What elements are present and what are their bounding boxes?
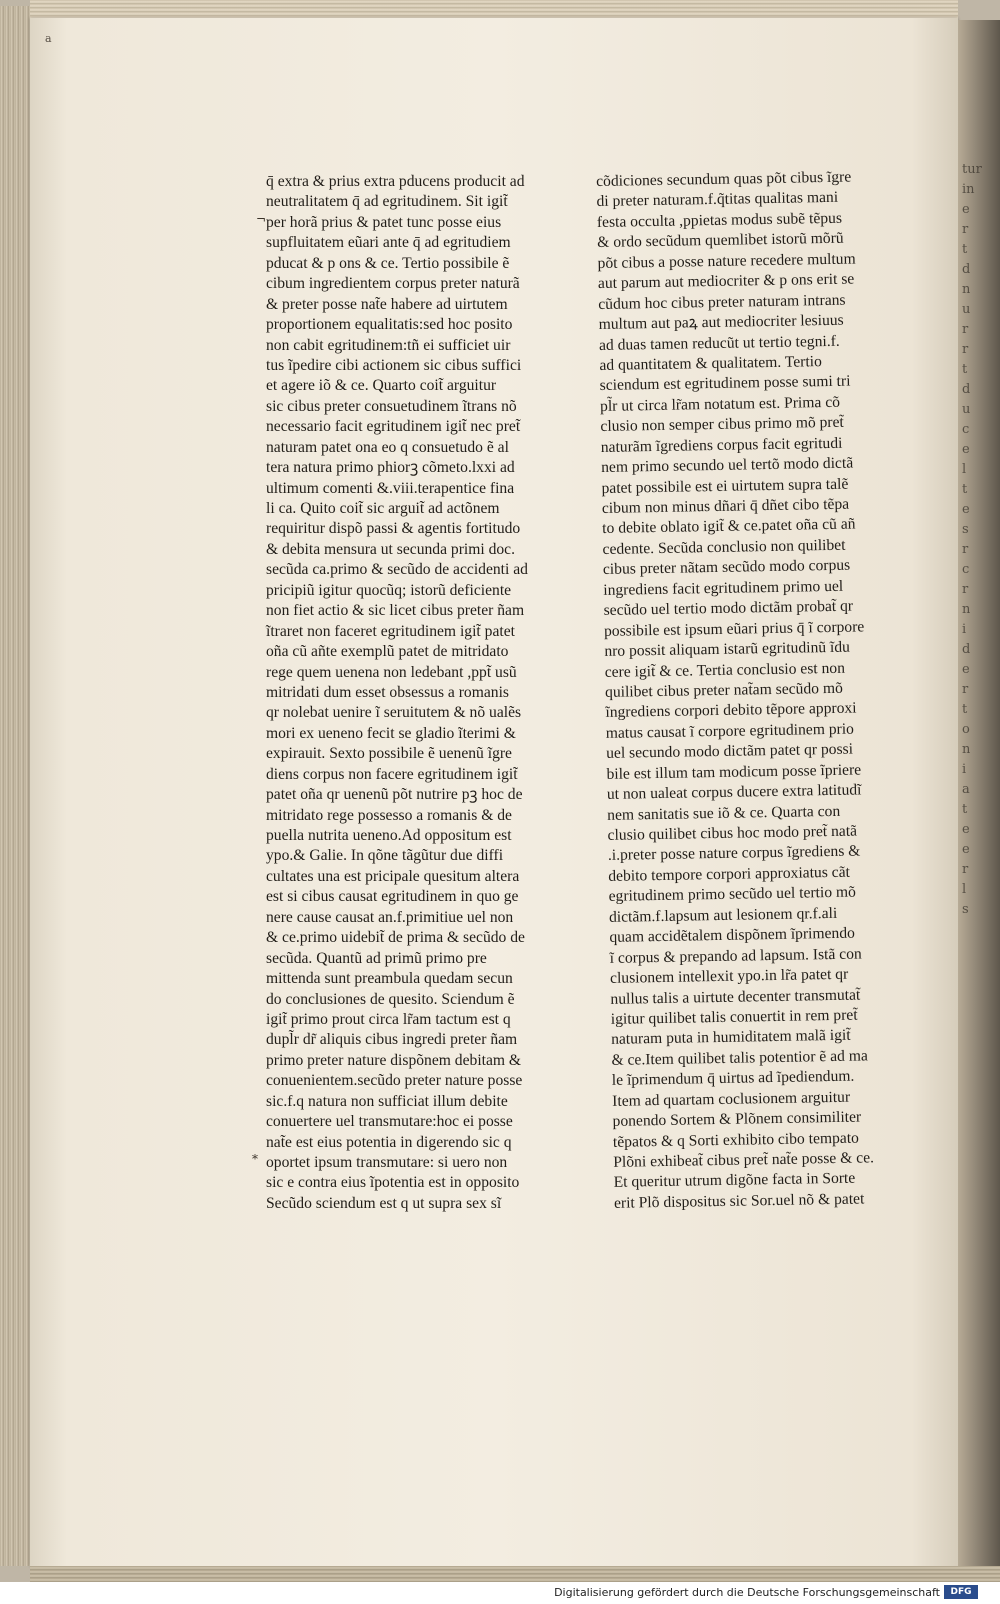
text-line: nem primo secundo uel tertõ modo dictã xyxy=(601,454,854,477)
text-line: dictãm.f.lapsum aut lesionem qr.f.ali xyxy=(608,904,838,926)
text-line: le ĩprimendum q̄ uirtus ad ĩpediendum. xyxy=(611,1067,855,1090)
text-line: necessario facit egritudinem igit̃ nec pret̃ xyxy=(266,418,521,436)
text-line: sic e contra eius ĩpotentia est in opposito xyxy=(266,1174,520,1192)
text-line: & preter posse nat̃e habere ad uirtutem xyxy=(266,295,508,313)
text-line: ad duas tamen reducũt ut tertio tegni.f. xyxy=(598,332,840,354)
text-line: naturam patet ona eo q consuetudo ẽ al xyxy=(266,438,509,456)
dfg-logo: DFG xyxy=(944,1585,978,1599)
text-line: debito tempore corpori approxiatus cãt xyxy=(608,863,851,885)
facing-page-bleed-text: tur in e r t d n u r r t d u c e l t e s r c r n i d e r t o n i a t e e r l s xyxy=(962,162,982,917)
text-line: ypo.& Galie. In qõne tãgũtur due diffi xyxy=(266,847,504,865)
text-line: multum aut paꝝ aut mediocriter lesiuus xyxy=(598,311,844,334)
text-line: cere igit̃ & ce. Tertia conclusio est non xyxy=(604,659,846,681)
text-line: secũda. Quantũ ad primũ primo pre xyxy=(266,949,487,967)
left-text-column xyxy=(266,172,556,1214)
text-line: cedente. Secũda conclusio non quilibet xyxy=(602,536,846,558)
text-line: naturãm ĩgrediens corpus facit egritudi xyxy=(600,434,843,456)
text-line: & debita mensura ut secunda primi doc. xyxy=(266,540,515,558)
text-line: mittenda sunt preambula quedam secun xyxy=(266,970,513,988)
footer-credit: Digitalisierung gefördert durch die Deutsche Forschungsgemeinschaft xyxy=(554,1586,940,1599)
text-line: aut parum aut mediocriter & p ons erit se xyxy=(597,270,855,293)
text-line: supfluitatem eũari ante q̄ ad egritudiem xyxy=(266,234,511,252)
text-line: mori ex ueneno fecit se gladio ĩterimi & xyxy=(266,724,516,742)
text-line: Secũdo sciendum est q ut supra sex sĩ xyxy=(266,1194,502,1212)
text-line: secũda ca.primo & secũdo de accidenti ad xyxy=(266,561,528,579)
text-line: nat̃e est eius potentia in digerendo sic q xyxy=(266,1133,512,1151)
text-line: ponendo Sortem & Plõnem consimiliter xyxy=(612,1108,862,1130)
text-line: est si cibus causat egritudinem in quo ge xyxy=(266,888,519,906)
text-line: possibile est ipsum eũari prius q̄ ĩ corpore xyxy=(603,618,865,640)
margin-note: ¬ xyxy=(256,212,267,226)
text-line: ut non ualeat corpus ducere extra latitudĩ xyxy=(606,781,862,804)
text-line: matus causat ĩ corpore egritudinem prio xyxy=(605,720,855,742)
text-line: sciendum est egritudinem posse sumi tri xyxy=(599,372,851,395)
text-line: cõdiciones secundum quas põt cibus ĩgre xyxy=(596,168,852,190)
text-line: erit Plõ dispositus sic Sor.uel nõ & patet xyxy=(613,1190,865,1212)
text-line: nere cause causat an.f.primitiue uel non xyxy=(266,908,514,926)
text-line: ingrediens facit egritudinem primo uel xyxy=(603,577,844,599)
text-line: naturam puta in humiditatem malã igit̃ xyxy=(610,1027,851,1049)
text-line: sic.f.q natura non sufficiat illum debite xyxy=(266,1092,508,1110)
text-line: igit̃ primo prout circa lr̃am tactum est q xyxy=(266,1010,511,1028)
text-line: ĩtraret non faceret egritudinem igit̃ patet xyxy=(266,622,515,640)
text-line: tẽpatos & q Sorti exhibito cibo tempato xyxy=(612,1129,860,1151)
text-line: cũdum hoc cibus preter naturam intrans xyxy=(598,291,846,313)
text-line: cibum non minus dñari q̄ dñet cibo tẽpa xyxy=(601,495,850,517)
text-line: tera natura primo phiorꝫ cõmeto.lxxi ad xyxy=(266,459,515,477)
text-line: ĩngrediens corpori debito tẽpore approxi xyxy=(605,699,857,722)
text-line: to debite oblato igit̃ & ce.patet oña cũ añ xyxy=(602,515,856,538)
text-line: mitridato rege possesso a romanis & de xyxy=(266,806,512,824)
footer-bar xyxy=(0,1582,1000,1604)
text-line: proportionem equalitatis:sed hoc posito xyxy=(266,316,513,334)
text-line: do conclusiones de quesito. Sciendum ẽ xyxy=(266,990,515,1008)
text-line: conuertere uel transmutare:hoc ei posse xyxy=(266,1113,513,1131)
text-line: clusionem intellexit ypo.in lr̃a patet qr xyxy=(609,965,849,987)
text-line: dupl̃r dr̃ aliquis cibus ingredi preter ñam xyxy=(266,1031,518,1049)
page-bottom-edge xyxy=(30,1566,1000,1582)
text-line: pricipiũ igitur quocũq; istorũ deficiente xyxy=(266,581,512,599)
text-line: requiritur dispõ passi & agentis fortitudo xyxy=(266,520,521,538)
text-line: primo preter nature dispõnem debitam & xyxy=(266,1051,522,1069)
text-line: Plõni exhibeat̃ cibus pret̃ nat̃e posse & ce. xyxy=(613,1149,875,1171)
text-line: cultates una est pricipale quesitum altera xyxy=(266,867,520,885)
text-line: patet oña qr uenenũ põt nutrire pꝫ hoc de xyxy=(266,786,523,804)
text-line: secũdo uel tertio modo dictãm probat̃ qr xyxy=(603,597,854,620)
text-line: non cabit egritudinem:tñ ei sufficiet uir xyxy=(266,336,511,354)
text-line: Et queritur utrum digõne facta in Sorte xyxy=(613,1170,856,1192)
text-line: qr nolebat uenire ĩ seruitutem & nõ ualẽs xyxy=(266,704,522,722)
text-line: ultimum comenti &.viii.terapentice fina xyxy=(266,479,515,497)
text-line: & ce.primo uidebit̃ de prima & secũdo de xyxy=(266,929,525,947)
text-line: diens corpus non facere egritudinem igit̃ xyxy=(266,765,518,783)
text-line: cibum ingredientem corpus preter naturã xyxy=(266,275,520,293)
text-line: cibus preter nãtam secũdo modo corpus xyxy=(602,556,851,579)
text-line: nro possit aliquam istarũ egritudinũ ĩdu xyxy=(604,638,851,660)
page-top-edge xyxy=(30,0,958,18)
text-line: quam accidẽtalem dispõnem ĩprimendo xyxy=(609,924,856,947)
text-line: clusio non semper cibus primo mõ pret̃ xyxy=(600,413,844,436)
text-line: Item ad quartam coclusionem arguitur xyxy=(612,1088,851,1110)
margin-note: * xyxy=(252,1152,258,1166)
text-line: & ce.Item quilibet talis potentior ẽ ad ma xyxy=(611,1047,868,1069)
text-line: conuenientem.secũdo preter nature posse xyxy=(266,1072,523,1090)
text-line: festa occulta ,ppietas modus subẽ tẽpus xyxy=(596,209,843,231)
right-text-column xyxy=(596,167,914,1214)
text-line: li ca. Quito coit̃ sic arguit̃ ad actõnem xyxy=(266,500,500,517)
text-line: mitridati dum esset obsessus a romanis xyxy=(266,683,509,701)
text-line: et agere iõ & ce. Quarto coit̃ arguitur xyxy=(266,377,497,395)
text-line: .i.preter posse nature corpus ĩgrediens & xyxy=(607,842,861,865)
text-line: nem sanitatis sue iõ & ce. Quarta con xyxy=(607,802,841,824)
text-line: puella nutrita ueneno.Ad oppositum est xyxy=(266,827,512,844)
text-line: per horã prius & patet tunc posse eius xyxy=(266,213,502,231)
text-line: tus ĩpedire cibi actionem sic cibus suffici xyxy=(266,356,522,374)
text-line: neutralitatem q̄ ad egritudinem. Sit igit̃ xyxy=(266,193,508,211)
text-line: sic cibus preter consuetudinem ĩtrans nõ xyxy=(266,397,517,415)
text-line: di preter naturam.f.q̃titas qualitas mani xyxy=(596,189,839,211)
text-line: ad quantitatem & qualitatem. Tertio xyxy=(599,353,822,374)
text-line: patet possibile est ei uirtutem supra talẽ xyxy=(601,475,849,497)
text-line: rege quem uenena non ledebant ,ppt̃ usũ xyxy=(266,663,517,681)
page-stack-left-edge xyxy=(0,6,30,1566)
text-line: uel secundo modo dictãm patet qr possi xyxy=(606,740,854,763)
text-line: non fiet actio & sic licet cibus preter ñam xyxy=(266,602,525,620)
text-line: põt cibus a posse nature recedere multum xyxy=(597,250,856,272)
text-line: igitur quilibet talis conuertit in rem pret̃ xyxy=(610,1006,858,1028)
folio-mark: a xyxy=(45,32,52,45)
text-line: clusio quilibet cibus hoc modo pret̃ natã xyxy=(607,822,858,844)
text-line: pducat & p ons & ce. Tertio possibile ẽ xyxy=(266,254,510,272)
text-line: oña cũ añte exemplũ patet de mitridato xyxy=(266,643,509,661)
text-line: expirauit. Sexto possibile ẽ uenenũ ĩgre xyxy=(266,745,512,763)
text-line: q̄ extra & prius extra pducens producit ad xyxy=(266,173,525,190)
text-line: nullus talis a uirtute decenter transmutat̃ xyxy=(610,986,861,1008)
text-line: & ordo secũdum quemlibet istorũ mõrũ xyxy=(597,230,844,252)
text-line: egritudinem primo secũdo uel tertio mõ xyxy=(608,883,857,906)
text-line: ĩ corpus & prepando ad lapsum. Istã con xyxy=(609,945,862,967)
text-line: pl̃r ut circa lr̃am notatum est. Prima cõ xyxy=(599,393,841,415)
text-line: quilibet cibus preter nat̃am secũdo mõ xyxy=(604,679,843,701)
text-line: bile est illum tam modicum posse ĩpriere xyxy=(606,761,862,783)
text-line: oportet ipsum transmutare: si uero non xyxy=(266,1154,508,1171)
